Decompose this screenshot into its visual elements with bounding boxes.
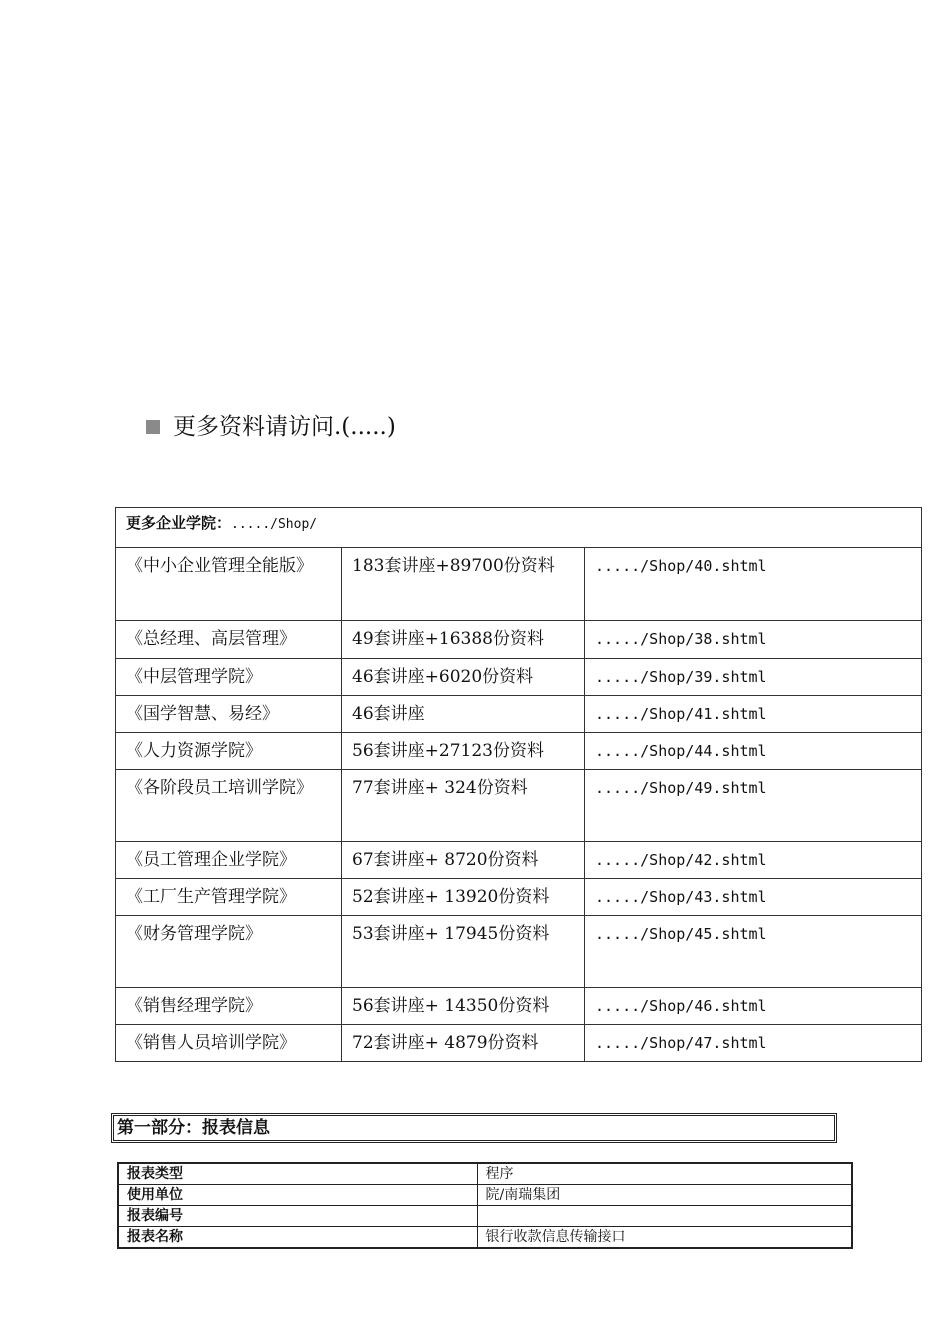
- row-link[interactable]: ...../Shop/42.shtml: [585, 842, 922, 879]
- row-link[interactable]: ...../Shop/43.shtml: [585, 879, 922, 916]
- row-link[interactable]: ...../Shop/41.shtml: [585, 696, 922, 733]
- notice-text: 更多资料请访问.(.....): [173, 414, 396, 440]
- row-name: 《中层管理学院》: [116, 659, 342, 696]
- row-resources: 72套讲座+ 4879份资料: [342, 1025, 585, 1062]
- row-resources: 67套讲座+ 8720份资料: [342, 842, 585, 879]
- report-field-value: 院/南瑞集团: [477, 1185, 852, 1206]
- report-field-value: 程序: [477, 1163, 852, 1185]
- row-resources: 183套讲座+89700份资料: [342, 548, 585, 621]
- report-field-value: 银行收款信息传输接口: [477, 1227, 852, 1249]
- shop-header-link[interactable]: ...../Shop/: [231, 517, 318, 532]
- report-field-label: 报表编号: [118, 1206, 477, 1227]
- row-link[interactable]: ...../Shop/39.shtml: [585, 659, 922, 696]
- table-row: [116, 842, 922, 879]
- row-name: 《各阶段员工培训学院》: [116, 770, 342, 842]
- report-info-table: [117, 1162, 853, 1249]
- row-link[interactable]: ...../Shop/38.shtml: [585, 621, 922, 659]
- row-name: 《国学智慧、易经》: [116, 696, 342, 733]
- square-bullet-icon: [146, 420, 160, 434]
- table-row: [116, 696, 922, 733]
- row-link[interactable]: ...../Shop/45.shtml: [585, 916, 922, 988]
- shop-table: [115, 507, 922, 1062]
- table-row: [118, 1206, 852, 1227]
- row-link[interactable]: ...../Shop/46.shtml: [585, 988, 922, 1025]
- row-resources: 77套讲座+ 324份资料: [342, 770, 585, 842]
- row-resources: 56套讲座+27123份资料: [342, 733, 585, 770]
- row-name: 《销售经理学院》: [116, 988, 342, 1025]
- notice-line: [146, 410, 396, 444]
- report-field-label: 报表名称: [118, 1227, 477, 1249]
- row-link[interactable]: ...../Shop/47.shtml: [585, 1025, 922, 1062]
- section-title: 第一部分：报表信息: [111, 1113, 837, 1143]
- row-resources: 49套讲座+16388份资料: [342, 621, 585, 659]
- row-name: 《人力资源学院》: [116, 733, 342, 770]
- table-row: [116, 879, 922, 916]
- row-resources: 56套讲座+ 14350份资料: [342, 988, 585, 1025]
- row-resources: 46套讲座+6020份资料: [342, 659, 585, 696]
- table-row: [116, 988, 922, 1025]
- row-name: 《中小企业管理全能版》: [116, 548, 342, 621]
- table-row: [116, 770, 922, 842]
- shop-header-label: 更多企业学院：: [126, 514, 232, 532]
- report-field-label: 报表类型: [118, 1163, 477, 1185]
- row-name: 《财务管理学院》: [116, 916, 342, 988]
- shop-table-header-row: [116, 508, 922, 548]
- table-row: [118, 1163, 852, 1185]
- row-resources: 46套讲座: [342, 696, 585, 733]
- table-row: [116, 733, 922, 770]
- report-field-label: 使用单位: [118, 1185, 477, 1206]
- table-row: [118, 1185, 852, 1206]
- row-link[interactable]: ...../Shop/49.shtml: [585, 770, 922, 842]
- row-name: 《工厂生产管理学院》: [116, 879, 342, 916]
- report-field-value: [477, 1206, 852, 1227]
- row-resources: 52套讲座+ 13920份资料: [342, 879, 585, 916]
- table-row: [116, 548, 922, 621]
- table-row: [116, 1025, 922, 1062]
- row-name: 《总经理、高层管理》: [116, 621, 342, 659]
- table-row: [116, 916, 922, 988]
- row-resources: 53套讲座+ 17945份资料: [342, 916, 585, 988]
- row-name: 《销售人员培训学院》: [116, 1025, 342, 1062]
- row-link[interactable]: ...../Shop/44.shtml: [585, 733, 922, 770]
- table-row: [116, 659, 922, 696]
- table-row: [116, 621, 922, 659]
- table-row: [118, 1227, 852, 1249]
- row-link[interactable]: ...../Shop/40.shtml: [585, 548, 922, 621]
- shop-table-header: [116, 508, 922, 548]
- row-name: 《员工管理企业学院》: [116, 842, 342, 879]
